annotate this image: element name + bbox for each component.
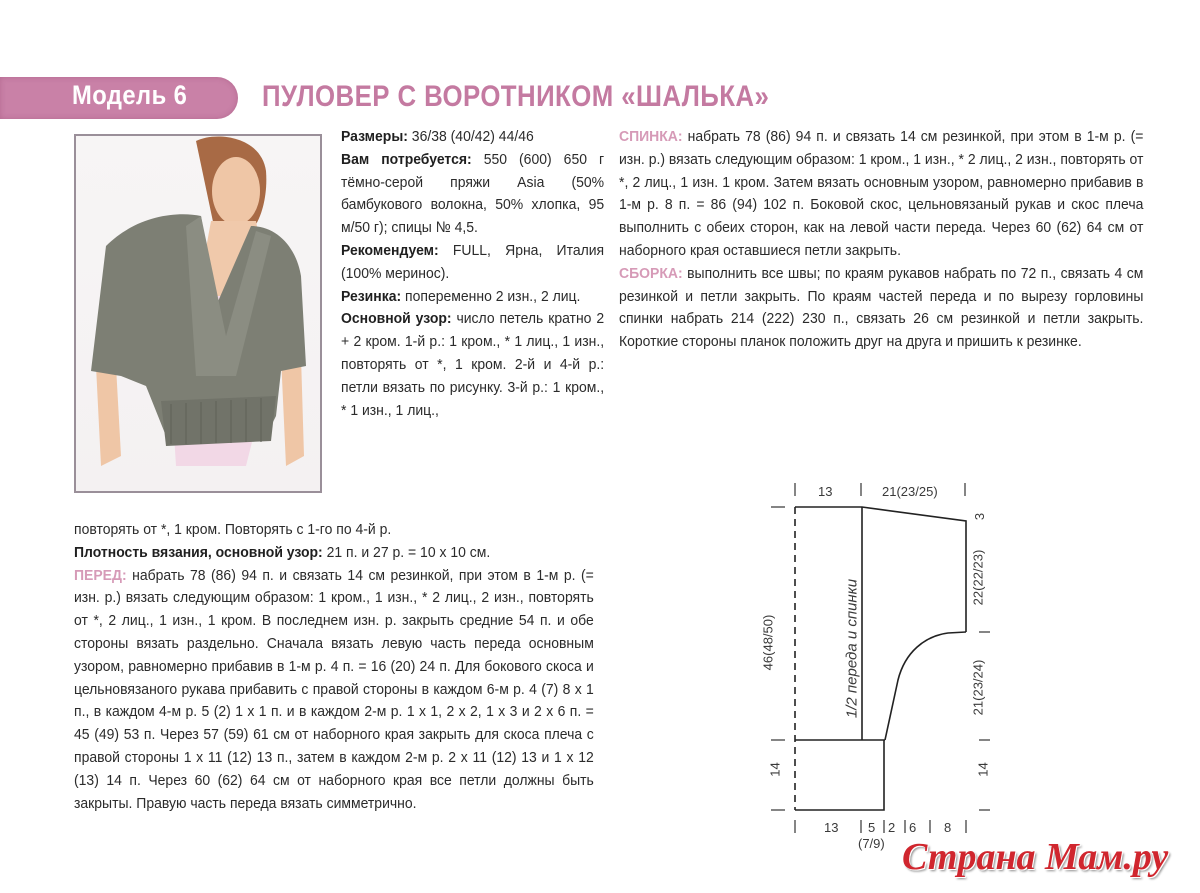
back-instructions: СПИНКА: набрать 78 (86) 94 п. и связать 14 см резинкой, при этом в 1-м р. (= изн. р.) вязать следующим образом: 1 кром., 1 изн., * 2 лиц., 2 изн., повторять от *, 2 лиц., 1 изн. 1 кром. Затем вязать основным узором, равномерно прибавив в 1-м р. 8 п. = 86 (94) 102 п. Боковой скос, цельновязаный рукав и скос плеча выполнить с обеих сторон, как на левой части переда. Через 60 (62) 64 см от наборного края оставшиеся петли закрыть. (619, 128, 1144, 259)
photo-illustration (76, 136, 320, 491)
dim-top-right: 21(23/25) (882, 484, 938, 499)
dim-bottom-sub: (7/9) (858, 836, 885, 851)
back-column (619, 126, 1143, 354)
materials: Вам потребуется: 550 (600) 650 г тёмно-серой пряжи Asia (50% бамбукового волокна, 50% хлопка, 95 м/50 г); спицы № 4,5. (341, 150, 605, 237)
front-column (74, 519, 594, 815)
dim-rib-height-left: 14 (767, 762, 783, 777)
page-title: ПУЛОВЕР С ВОРОТНИКОМ «ШАЛЬКА» (262, 80, 770, 113)
dim-bottom-1: 13 (824, 820, 839, 835)
dim-top-left: 13 (818, 484, 833, 499)
dim-shoulder-slope: 3 (972, 512, 988, 521)
sizes: Размеры: 36/38 (40/42) 44/46 (341, 128, 534, 145)
gauge: Плотность вязания, основной узор: 21 п. и 27 р. = 10 x 10 см. (74, 543, 491, 561)
piece-label: 1/2 переда и спинки (843, 578, 861, 719)
dim-total-height: 46(48/50) (760, 614, 776, 671)
main-pattern: Основной узор: число петель кратно 2 + 2 кром. 1-й р.: 1 кром., * 1 лиц., 1 изн., повторять от *, 1 кром. 2-й и 4-й р.: петли вязать по рисунку. 3-й р.: 1 кром., * 1 изн., 1 лиц., (341, 310, 605, 419)
dim-rib-height-right: 14 (975, 762, 991, 777)
model-photo (74, 134, 322, 493)
dim-bottom-4: 6 (909, 820, 917, 835)
dim-bottom-2: 5 (868, 820, 876, 835)
main-pattern-continued: повторять от *, 1 кром. Повторять с 1-го по 4-й р. (74, 521, 392, 538)
model-number: Модель 6 (72, 80, 188, 110)
rib-stitch: Резинка: попеременно 2 изн., 2 лиц. (341, 287, 581, 305)
dim-bottom-3: 2 (888, 820, 896, 835)
dim-side-slope-height: 21(23/24) (970, 659, 986, 716)
front-instructions: ПЕРЕД: набрать 78 (86) 94 п. и связать 14 см резинкой, при этом в 1-м р. (= изн. р.) вязать следующим образом: 1 кром., 1 изн., * 2 лиц., 2 изн., повторять от *, 2 лиц., 1 изн., 1 кром. В последнем изн. р. закрыть средние 54 п. и обе стороны вязать раздельно. Сначала вязать левую часть переда основным узором, равномерно прибавив в 1-м р. 4 п. = 16 (20) 24 п. Для бокового скоса и цельновязаного рукава прибавить с правой стороны в каждом 6-м р. 4 (7) 8 x 1 п., в каждом 4-м р. 5 (2) 1 x 1 п. и в каждом 2-м р. 1 x 1, 2 x 2, 1 x 3 и 2 x 6 п. = 45 (49) 53 п. Через 57 (59) 61 см от наборного края закрыть для скоса плеча с правой стороны 1 x 11 (12) 13 п., затем в каждом 2-м р. 2 x 11 (12) 13 и 1 x 12 (13) 14 п. Через 60 (62) 64 см от наборного края все петли должны быть закрыты. Правую часть переда вязать симметрично. (74, 566, 594, 812)
dim-bottom-5: 8 (944, 820, 952, 835)
dim-sleeve-height: 22(22/23) (970, 549, 986, 606)
pattern-schematic (760, 470, 1020, 860)
recommendation: Рекомендуем: FULL, Ярна, Италия (100% меринос). (341, 241, 605, 282)
assembly-instructions: СБОРКА: выполнить все швы; по краям рукавов набрать по 72 п., связать 4 см резинкой и петли закрыть. По краям частей переда и по вырезу горловины спинки набрать 214 (222) 230 п., связать 26 см резинкой и петли закрыть. Короткие стороны планок положить друг на друга и пришить к резинке. (619, 264, 1144, 351)
specs-column (341, 126, 604, 422)
watermark-logo: Страна Мам.ру (902, 836, 1169, 878)
